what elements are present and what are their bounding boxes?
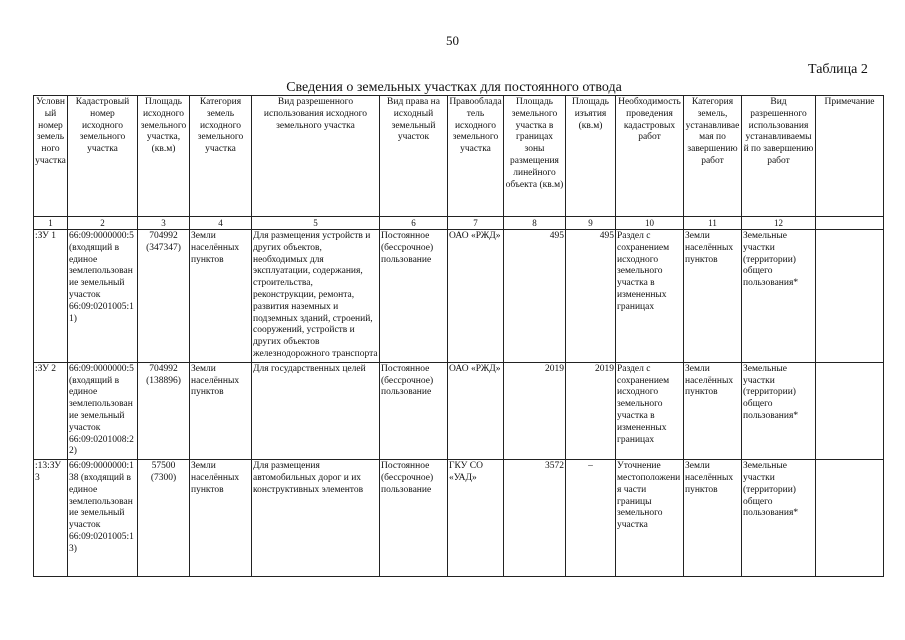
cell-owner: ГКУ СО «УАД» xyxy=(448,460,504,577)
column-number: 8 xyxy=(504,217,566,230)
cell-owner: ОАО «РЖД» xyxy=(448,362,504,459)
header-cell: Площадь изъятия (кв.м) xyxy=(566,96,616,217)
column-number: 7 xyxy=(448,217,504,230)
cell-zone-area: 3572 xyxy=(504,460,566,577)
cell-category: Земли населённых пунктов xyxy=(190,460,252,577)
document-title: Сведения о земельных участках для постоянного отвода xyxy=(286,80,622,95)
header-cell: Площадь земельного участка в границах зоны размещения линейного объекта (кв.м) xyxy=(504,96,566,217)
column-number: 2 xyxy=(68,217,138,230)
cell-seizure: – xyxy=(566,460,616,577)
column-number: 6 xyxy=(380,217,448,230)
column-number: 10 xyxy=(616,217,684,230)
cell-cadastral: 66:09:0000000:138 (входящий в единое землепользование земельный участок 66:09:0201005:13) xyxy=(68,460,138,577)
column-number: 12 xyxy=(742,217,816,230)
cell-right: Постоянное (бессрочное) пользование xyxy=(380,362,448,459)
column-number: 11 xyxy=(684,217,742,230)
header-cell: Вид права на исходный земельный участок xyxy=(380,96,448,217)
cell-category: Земли населённых пунктов xyxy=(190,230,252,363)
cell-seizure: 2019 xyxy=(566,362,616,459)
cell-num: :13:ЗУ 3 xyxy=(34,460,68,577)
cell-works: Уточнение местоположения части границы земельного участка xyxy=(616,460,684,577)
table-row xyxy=(34,230,884,363)
cell-note xyxy=(816,230,884,363)
table-label: Таблица 2 xyxy=(808,62,868,77)
header-cell: Категория земель, устанавливаемая по завершению работ xyxy=(684,96,742,217)
cell-use: Для государственных целей xyxy=(252,362,380,459)
header-cell: Примечание xyxy=(816,96,884,217)
header-cell: Условный номер земельного участка xyxy=(34,96,68,217)
column-number xyxy=(816,217,884,230)
table-row xyxy=(34,362,884,459)
cell-new-use: Земельные участки (территории) общего пользования* xyxy=(742,230,816,363)
page-number: 50 xyxy=(446,33,459,48)
cell-cadastral: 66:09:0000000:5 (входящий в единое землепользование земельный участок 66:09:0201008:22) xyxy=(68,362,138,459)
header-cell: Правообладатель исходного земельного участка xyxy=(448,96,504,217)
cell-note xyxy=(816,362,884,459)
cell-num: :ЗУ 2 xyxy=(34,362,68,459)
header-cell: Кадастровый номер исходного земельного участка xyxy=(68,96,138,217)
column-number: 3 xyxy=(138,217,190,230)
column-number: 5 xyxy=(252,217,380,230)
column-number: 4 xyxy=(190,217,252,230)
cell-works: Раздел с сохранением исходного земельного участка в измененных границах xyxy=(616,362,684,459)
column-number-row xyxy=(34,217,884,230)
header-cell: Вид разрешенного использования исходного земельного участка xyxy=(252,96,380,217)
cell-area: 704992 (347347) xyxy=(138,230,190,363)
cell-area: 704992 (138896) xyxy=(138,362,190,459)
cell-note xyxy=(816,460,884,577)
column-number: 1 xyxy=(34,217,68,230)
header-cell: Площадь исходного земельного участка, (кв.м) xyxy=(138,96,190,217)
column-number: 9 xyxy=(566,217,616,230)
cell-zone-area: 495 xyxy=(504,230,566,363)
cell-right: Постоянное (бессрочное) пользование xyxy=(380,460,448,577)
cell-new-category: Земли населённых пунктов xyxy=(684,460,742,577)
cell-owner: ОАО «РЖД» xyxy=(448,230,504,363)
header-cell: Категория земель исходного земельного участка xyxy=(190,96,252,217)
table-row xyxy=(34,460,884,577)
cell-category: Земли населённых пунктов xyxy=(190,362,252,459)
land-plots-table xyxy=(33,95,884,577)
header-row xyxy=(34,96,884,217)
header-cell: Вид разрешенного использования устанавливаемый по завершению работ xyxy=(742,96,816,217)
cell-seizure: 495 xyxy=(566,230,616,363)
cell-num: :ЗУ 1 xyxy=(34,230,68,363)
header-cell: Необходимость проведения кадастровых работ xyxy=(616,96,684,217)
cell-cadastral: 66:09:0000000:5 (входящий в единое землепользование земельный участок 66:09:0201005:11) xyxy=(68,230,138,363)
cell-use: Для размещения устройств и других объектов, необходимых для эксплуатации, содержания, строительства, реконструкции, ремонта, развития наземных и подземных зданий, строений, сооружений, устройств и других объектов железнодорожного транспорта xyxy=(252,230,380,363)
cell-area: 57500 (7300) xyxy=(138,460,190,577)
cell-new-use: Земельные участки (территории) общего пользования* xyxy=(742,460,816,577)
cell-zone-area: 2019 xyxy=(504,362,566,459)
cell-right: Постоянное (бессрочное) пользование xyxy=(380,230,448,363)
cell-use: Для размещения автомобильных дорог и их конструктивных элементов xyxy=(252,460,380,577)
cell-works: Раздел с сохранением исходного земельного участка в измененных границах xyxy=(616,230,684,363)
cell-new-category: Земли населённых пунктов xyxy=(684,362,742,459)
cell-new-use: Земельные участки (территории) общего пользования* xyxy=(742,362,816,459)
cell-new-category: Земли населённых пунктов xyxy=(684,230,742,363)
